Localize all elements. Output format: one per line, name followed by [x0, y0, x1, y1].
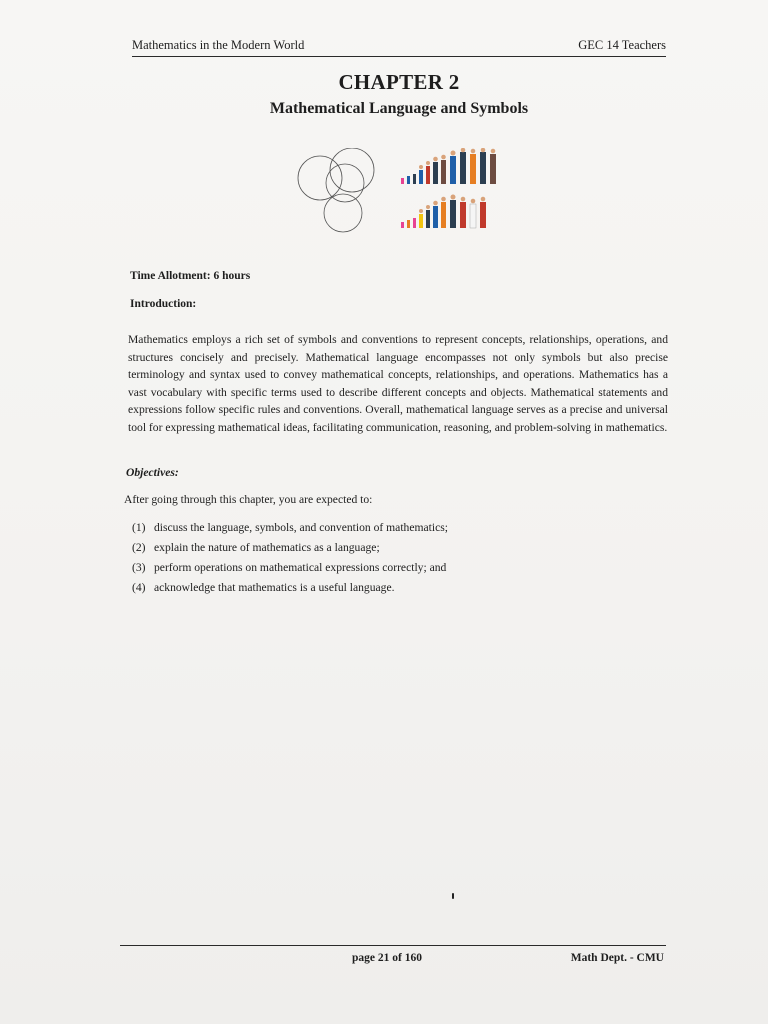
- running-header: [132, 38, 666, 57]
- objectives-list: [132, 518, 448, 598]
- chapter-title: CHAPTER 2: [338, 70, 460, 94]
- objective-text: discuss the language, symbols, and convention of mathematics;: [154, 521, 448, 534]
- footer-department: Math Dept. - CMU: [570, 952, 664, 964]
- objective-number: (1): [132, 521, 146, 534]
- stray-ink-mark: [452, 893, 454, 899]
- objectives-lead: After going through this chapter, you are expected to:: [124, 493, 373, 506]
- chapter-subtitle: Mathematical Language and Symbols: [269, 100, 529, 117]
- header-course-title: Mathematics in the Modern World: [132, 38, 305, 52]
- objective-number: (4): [132, 581, 146, 594]
- objective-number: (2): [132, 541, 146, 554]
- objective-text: acknowledge that mathematics is a useful language.: [154, 581, 395, 594]
- introduction-heading: Introduction:: [130, 298, 197, 310]
- time-allotment: Time Allotment: 6 hours: [130, 270, 251, 282]
- header-course-code: GEC 14 Teachers: [578, 38, 666, 52]
- objective-text: explain the nature of mathematics as a language;: [154, 541, 380, 554]
- introduction-paragraph: Mathematics employs a rich set of symbols and conventions to represent concepts, relationships, operations, and structures concisely and precisely. Mathematical language encompasses not only symbols but also precise terminology and syntax used to convey mathematical concepts, relationships, and operations. Mathematics has a vast vocabulary with specific terms used to describe different concepts and objects. Mathematical statements and expressions follow specific rules and conventions. Overall, mathematical language serves as a precise and universal tool for expressing mathematical ideas, facilitating communication, reasoning, and problem-solving in mathematics.: [128, 333, 668, 434]
- objective-item: [132, 538, 448, 558]
- people-row-icon: [401, 148, 496, 228]
- objective-text: perform operations on mathematical expressions correctly; and: [154, 561, 447, 574]
- objective-item: [132, 518, 448, 538]
- venn-circles-icon: [298, 148, 374, 232]
- objective-number: (3): [132, 561, 146, 574]
- objectives-heading: Objectives:: [126, 466, 179, 479]
- footer-divider: [120, 945, 666, 946]
- page-number: page 21 of 160: [352, 952, 422, 964]
- chapter-illustration: [290, 148, 520, 238]
- objective-item: [132, 578, 448, 598]
- objective-item: [132, 558, 448, 578]
